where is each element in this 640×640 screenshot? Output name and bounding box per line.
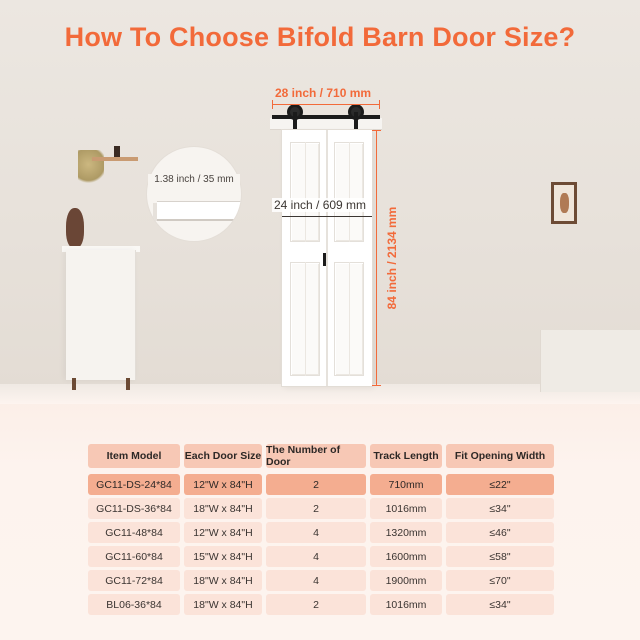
cell-door-size: 18"W x 84"H [184, 498, 262, 519]
panel-groove [349, 262, 350, 376]
track-width-line [272, 104, 380, 105]
cell-door-count: 2 [266, 498, 366, 519]
cell-door-count: 4 [266, 546, 366, 567]
picture-art [560, 193, 569, 213]
table-row [88, 522, 554, 543]
cell-door-size: 18"W x 84"H [184, 570, 262, 591]
table-header-row [88, 444, 554, 468]
cell-track-length: 1900mm [370, 570, 442, 591]
header-board [270, 118, 382, 130]
shelf-ornament [114, 146, 120, 157]
header-opening-width: Fit Opening Width [446, 444, 554, 468]
cabinet-leg [72, 378, 76, 390]
cell-opening-width: ≤70" [446, 570, 554, 591]
cell-door-count: 2 [266, 474, 366, 495]
door-height-line [376, 130, 377, 386]
cell-door-count: 4 [266, 522, 366, 543]
cell-opening-width: ≤58" [446, 546, 554, 567]
cell-door-size: 12"W x 84"H [184, 522, 262, 543]
table-row [88, 594, 554, 615]
cell-item-model: GC11-60*84 [88, 546, 180, 567]
dimension-tick [379, 100, 380, 109]
table-row [88, 546, 554, 567]
table-row [88, 474, 554, 495]
cell-opening-width: ≤34" [446, 498, 554, 519]
header-door-size: Each Door Size [184, 444, 262, 468]
sideboard-cabinet [66, 250, 136, 380]
panel-groove [349, 142, 350, 242]
cell-track-length: 1016mm [370, 498, 442, 519]
cell-door-size: 15"W x 84"H [184, 546, 262, 567]
cell-track-length: 1016mm [370, 594, 442, 615]
door-height-label: 84 inch / 2134 mm [385, 206, 399, 310]
thickness-label: 1.38 inch / 35 mm [148, 174, 240, 185]
table-row [88, 498, 554, 519]
bifold-hinge-line [326, 130, 328, 386]
wall-shelf [92, 157, 138, 161]
cell-door-size: 12"W x 84"H [184, 474, 262, 495]
cell-item-model: BL06-36*84 [88, 594, 180, 615]
door-width-label: 24 inch / 609 mm [274, 198, 367, 212]
cell-door-size: 18"W x 84"H [184, 594, 262, 615]
cell-item-model: GC11-48*84 [88, 522, 180, 543]
panel-groove [305, 142, 306, 242]
picture-frame [551, 182, 577, 224]
cell-item-model: GC11-DS-36*84 [88, 498, 180, 519]
header-item-model: Item Model [88, 444, 180, 468]
cell-track-length: 1320mm [370, 522, 442, 543]
dimension-tick [372, 130, 381, 131]
cell-item-model: GC11-DS-24*84 [88, 474, 180, 495]
cell-door-count: 4 [266, 570, 366, 591]
cell-item-model: GC11-72*84 [88, 570, 180, 591]
cell-track-length: 1600mm [370, 546, 442, 567]
cell-door-count: 2 [266, 594, 366, 615]
side-wall-panel [540, 330, 640, 392]
table-row [88, 570, 554, 591]
cell-track-length: 710mm [370, 474, 442, 495]
thickness-detail-inset [146, 146, 242, 242]
dried-plant-decor [78, 150, 104, 186]
cell-opening-width: ≤46" [446, 522, 554, 543]
door-handle [323, 253, 326, 266]
cell-opening-width: ≤22" [446, 474, 554, 495]
panel-groove [305, 262, 306, 376]
door-width-line [282, 216, 372, 217]
dimension-tick [372, 385, 381, 386]
header-door-count: The Number of Door [266, 444, 366, 468]
dimension-tick [272, 100, 273, 109]
track-width-label: 28 inch / 710 mm [275, 86, 372, 100]
cell-opening-width: ≤34" [446, 594, 554, 615]
cabinet-leg [126, 378, 130, 390]
header-track-length: Track Length [370, 444, 442, 468]
vase-decor [66, 208, 84, 248]
board-section [157, 201, 242, 221]
page-title: How To Choose Bifold Barn Door Size? [64, 22, 576, 52]
